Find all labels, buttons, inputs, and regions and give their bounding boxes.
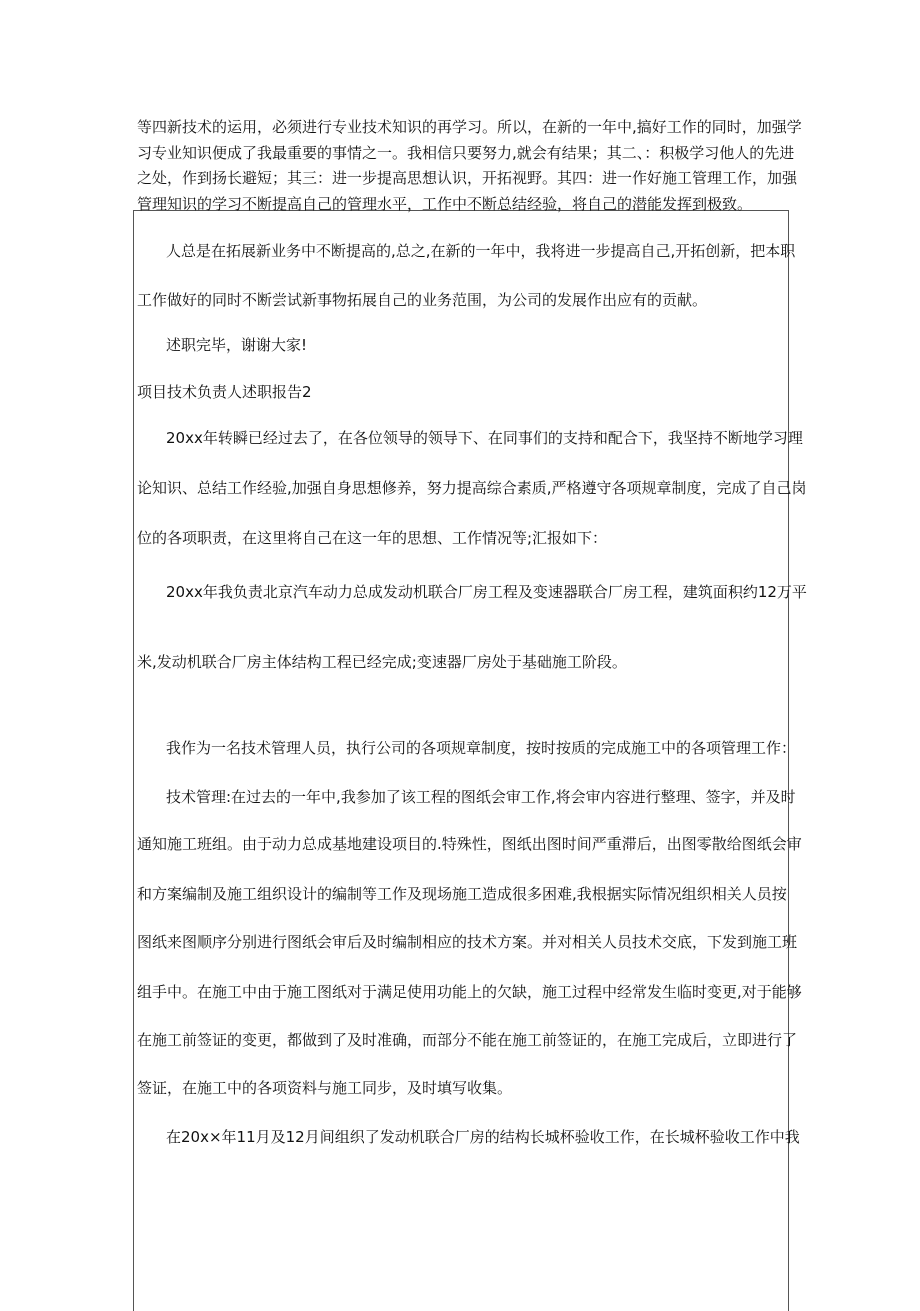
- paragraph-line: 工作做好的同时不断尝试新事物拓展自己的业务范围，为公司的发展作出应有的贡献。: [137, 291, 708, 309]
- paragraph-line: 人总是在拓展新业务中不断提高的,总之,在新的一年中，我将进一步提高自己,开拓创新，把本职: [166, 242, 796, 260]
- paragraph-line: 签证，在施工中的各项资料与施工同步，及时填写收集。: [137, 1079, 513, 1097]
- paragraph-line: 20xx年我负责北京汽车动力总成发动机联合厂房工程及变速器联合厂房工程，建筑面积约12万平: [166, 583, 807, 601]
- paragraph-line: 图纸来图顺序分别进行图纸会审后及时编制相应的技术方案。并对相关人员技术交底，下发到施工班: [137, 933, 798, 951]
- paragraph-line: 和方案编制及施工组织设计的编制等工作及现场施工造成很多困难,我根据实际情况组织相关人员按: [137, 885, 787, 903]
- text-line: 习专业知识便成了我最重要的事情之一。我相信只要努力,就会有结果；其二、：积极学习他人的先进: [137, 144, 795, 162]
- paragraph-line: 组手中。在施工中由于施工图纸对于满足使用功能上的欠缺，施工过程中经常发生临时变更,对于能够: [137, 983, 802, 1001]
- paragraph-line: 20xx年转瞬已经过去了，在各位领导的领导下、在同事们的支持和配合下，我坚持不断地学习理: [166, 429, 803, 447]
- paragraph-line: 技术管理:在过去的一年中,我参加了该工程的图纸会审工作,将会审内容进行整理、签字，并及时: [166, 788, 796, 806]
- text-line: 管理知识的学习不断提高自己的管理水平，工作中不断总结经验，将自己的潜能发挥到极致。: [137, 195, 753, 213]
- section-title: 项目技术负责人述职报告2: [137, 383, 312, 401]
- paragraph-line: 论知识、总结工作经验,加强自身思想修养，努力提高综合素质,严格遵守各项规章制度，完成了自己岗: [137, 479, 807, 497]
- text-line: 之处，作到扬长避短；其三：进一步提高思想认识，开拓视野。其四：进一作好施工管理工作，加强: [137, 169, 798, 187]
- closing-remark: 述职完毕，谢谢大家!: [166, 336, 308, 354]
- paragraph-line: 米,发动机联合厂房主体结构工程已经完成;变速器厂房处于基础施工阶段。: [137, 653, 627, 671]
- paragraph-line: 通知施工班组。由于动力总成基地建设项目的.特殊性，图纸出图时间严重滞后，出图零散给图纸会审: [137, 835, 802, 853]
- text-line: 等四新技术的运用，必须进行专业技术知识的再学习。所以，在新的一年中,搞好工作的同时，加强学: [137, 118, 802, 136]
- paragraph-line: 位的各项职责，在这里将自己在这一年的思想、工作情况等;汇报如下：: [137, 529, 608, 547]
- paragraph-line: 我作为一名技术管理人员，执行公司的各项规章制度，按时按质的完成施工中的各项管理工作：: [166, 739, 797, 757]
- paragraph-line: 在施工前签证的变更，都做到了及时准确，而部分不能在施工前签证的，在施工完成后，立即进行了: [137, 1031, 798, 1049]
- paragraph-line: 在20x×年11月及12月间组织了发动机联合厂房的结构长城杯验收工作，在长城杯验收工作中我: [166, 1128, 800, 1146]
